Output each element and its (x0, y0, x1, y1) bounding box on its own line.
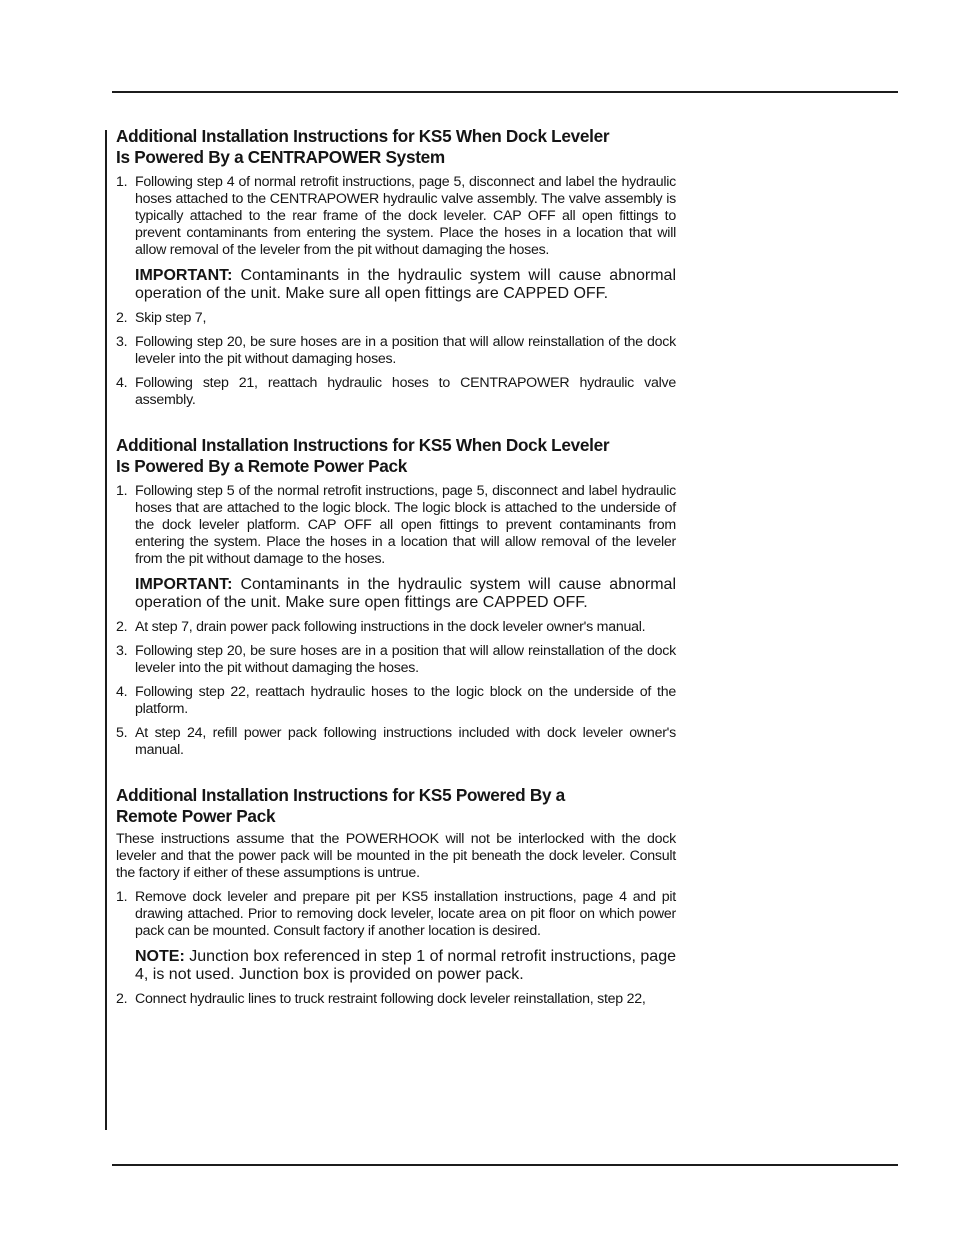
list-item (116, 174, 676, 259)
step-number: 1. (116, 889, 128, 905)
step-text: Remove dock leveler and prepare pit per KS5 installation instructions, page 4 and pit drawing attached. Prior to removing dock leveler, locate area on pit floor on which power pack can be mounted. Consult factory if another location is desired. (135, 889, 676, 939)
note-text: Junction box referenced in step 1 of normal retrofit instructions, page 4, is not used. Junction box is provided on power pack. (135, 948, 677, 983)
section-heading (116, 785, 676, 826)
steps-list (116, 483, 676, 759)
step-number: 2. (116, 619, 128, 635)
step-text: Following step 20, be sure hoses are in a position that will allow reinstallation of the dock leveler into the pit without damaging the hoses. (135, 643, 676, 676)
list-item (116, 310, 676, 327)
list-item (116, 684, 676, 718)
list-item (116, 643, 676, 677)
step-number: 2. (116, 991, 128, 1007)
step-text: At step 24, refill power pack following instructions included with dock leveler owner's manual. (135, 725, 676, 758)
note (116, 948, 676, 984)
section-centrapower (116, 126, 676, 409)
note-text: Contaminants in the hydraulic system will cause abnormal operation of the unit. Make sure open fittings are CAPPED OFF. (135, 576, 676, 611)
heading-line-1: Additional Installation Instructions for KS5 When Dock Leveler (116, 126, 610, 146)
step-text: At step 7, drain power pack following instructions in the dock leveler owner's manual. (135, 619, 646, 635)
note-label: IMPORTANT: (135, 576, 233, 593)
step-number: 5. (116, 725, 128, 741)
change-bar (105, 130, 107, 1130)
step-number: 4. (116, 684, 128, 700)
list-item (116, 889, 676, 940)
step-text: Connect hydraulic lines to truck restraint following dock leveler reinstallation, step 22, (135, 991, 646, 1007)
steps-list (116, 174, 676, 409)
step-text: Following step 5 of the normal retrofit instructions, page 5, disconnect and label hydraulic hoses that are attached to the logic block. The logic block is attached to the underside of the dock leveler platform. CAP OFF all open fittings to prevent contaminants from entering the system. Place the hoses in a location that will allow removal of the leveler from the pit without damage to the hoses. (135, 483, 676, 567)
step-number: 3. (116, 334, 128, 350)
step-number: 2. (116, 310, 128, 326)
note-label: NOTE: (135, 948, 185, 965)
step-text: Following step 21, reattach hydraulic hoses to CENTRAPOWER hydraulic valve assembly. (135, 375, 676, 408)
list-item (116, 483, 676, 568)
footer-rule (112, 1164, 898, 1166)
list-item (116, 334, 676, 368)
list-item (116, 725, 676, 759)
list-item (116, 991, 676, 1008)
step-text: Following step 20, be sure hoses are in a position that will allow reinstallation of the dock leveler into the pit without damaging hoses. (135, 334, 676, 367)
steps-list (116, 889, 676, 1008)
heading-line-2: Is Powered By a CENTRAPOWER System (116, 146, 445, 167)
section-heading (116, 126, 676, 167)
section-remote-power-pack (116, 435, 676, 759)
step-text: Following step 22, reattach hydraulic hoses to the logic block on the underside of the platform. (135, 684, 676, 717)
section-intro: These instructions assume that the POWERHOOK will not be interlocked with the dock leveler and that the power pack will be mounted in the pit beneath the dock leveler. Consult the factory if either of these assumptions is untrue. (116, 831, 676, 881)
heading-line-2: Is Powered By a Remote Power Pack (116, 455, 408, 476)
step-text: Following step 4 of normal retrofit instructions, page 5, disconnect and label the hydraulic hoses attached to the CENTRAPOWER hydraulic valve assembly. The valve assembly is typically attached to the rear frame of the dock leveler. CAP OFF all open fittings to prevent contaminants from entering the system. Place the hoses in a location that will allow removal of the leveler from the pit without damaging the hoses. (135, 174, 676, 258)
list-item (116, 375, 676, 409)
section-ks5-remote-power-pack (116, 785, 676, 1008)
step-number: 3. (116, 643, 128, 659)
step-number: 4. (116, 375, 128, 391)
list-item (116, 619, 676, 636)
heading-line-1: Additional Installation Instructions for KS5 Powered By a (116, 785, 565, 805)
important-note (116, 267, 676, 303)
heading-line-2: Remote Power Pack (116, 805, 276, 826)
heading-line-1: Additional Installation Instructions for KS5 When Dock Leveler (116, 435, 610, 455)
step-number: 1. (116, 174, 128, 190)
note-label: IMPORTANT: (135, 267, 233, 284)
header-rule (112, 91, 898, 93)
page-body (116, 126, 676, 1034)
section-heading (116, 435, 676, 476)
important-note (116, 576, 676, 612)
note-text: Contaminants in the hydraulic system will cause abnormal operation of the unit. Make sure all open fittings are CAPPED OFF. (135, 267, 676, 302)
step-text: Skip step 7, (135, 310, 207, 326)
step-number: 1. (116, 483, 128, 499)
